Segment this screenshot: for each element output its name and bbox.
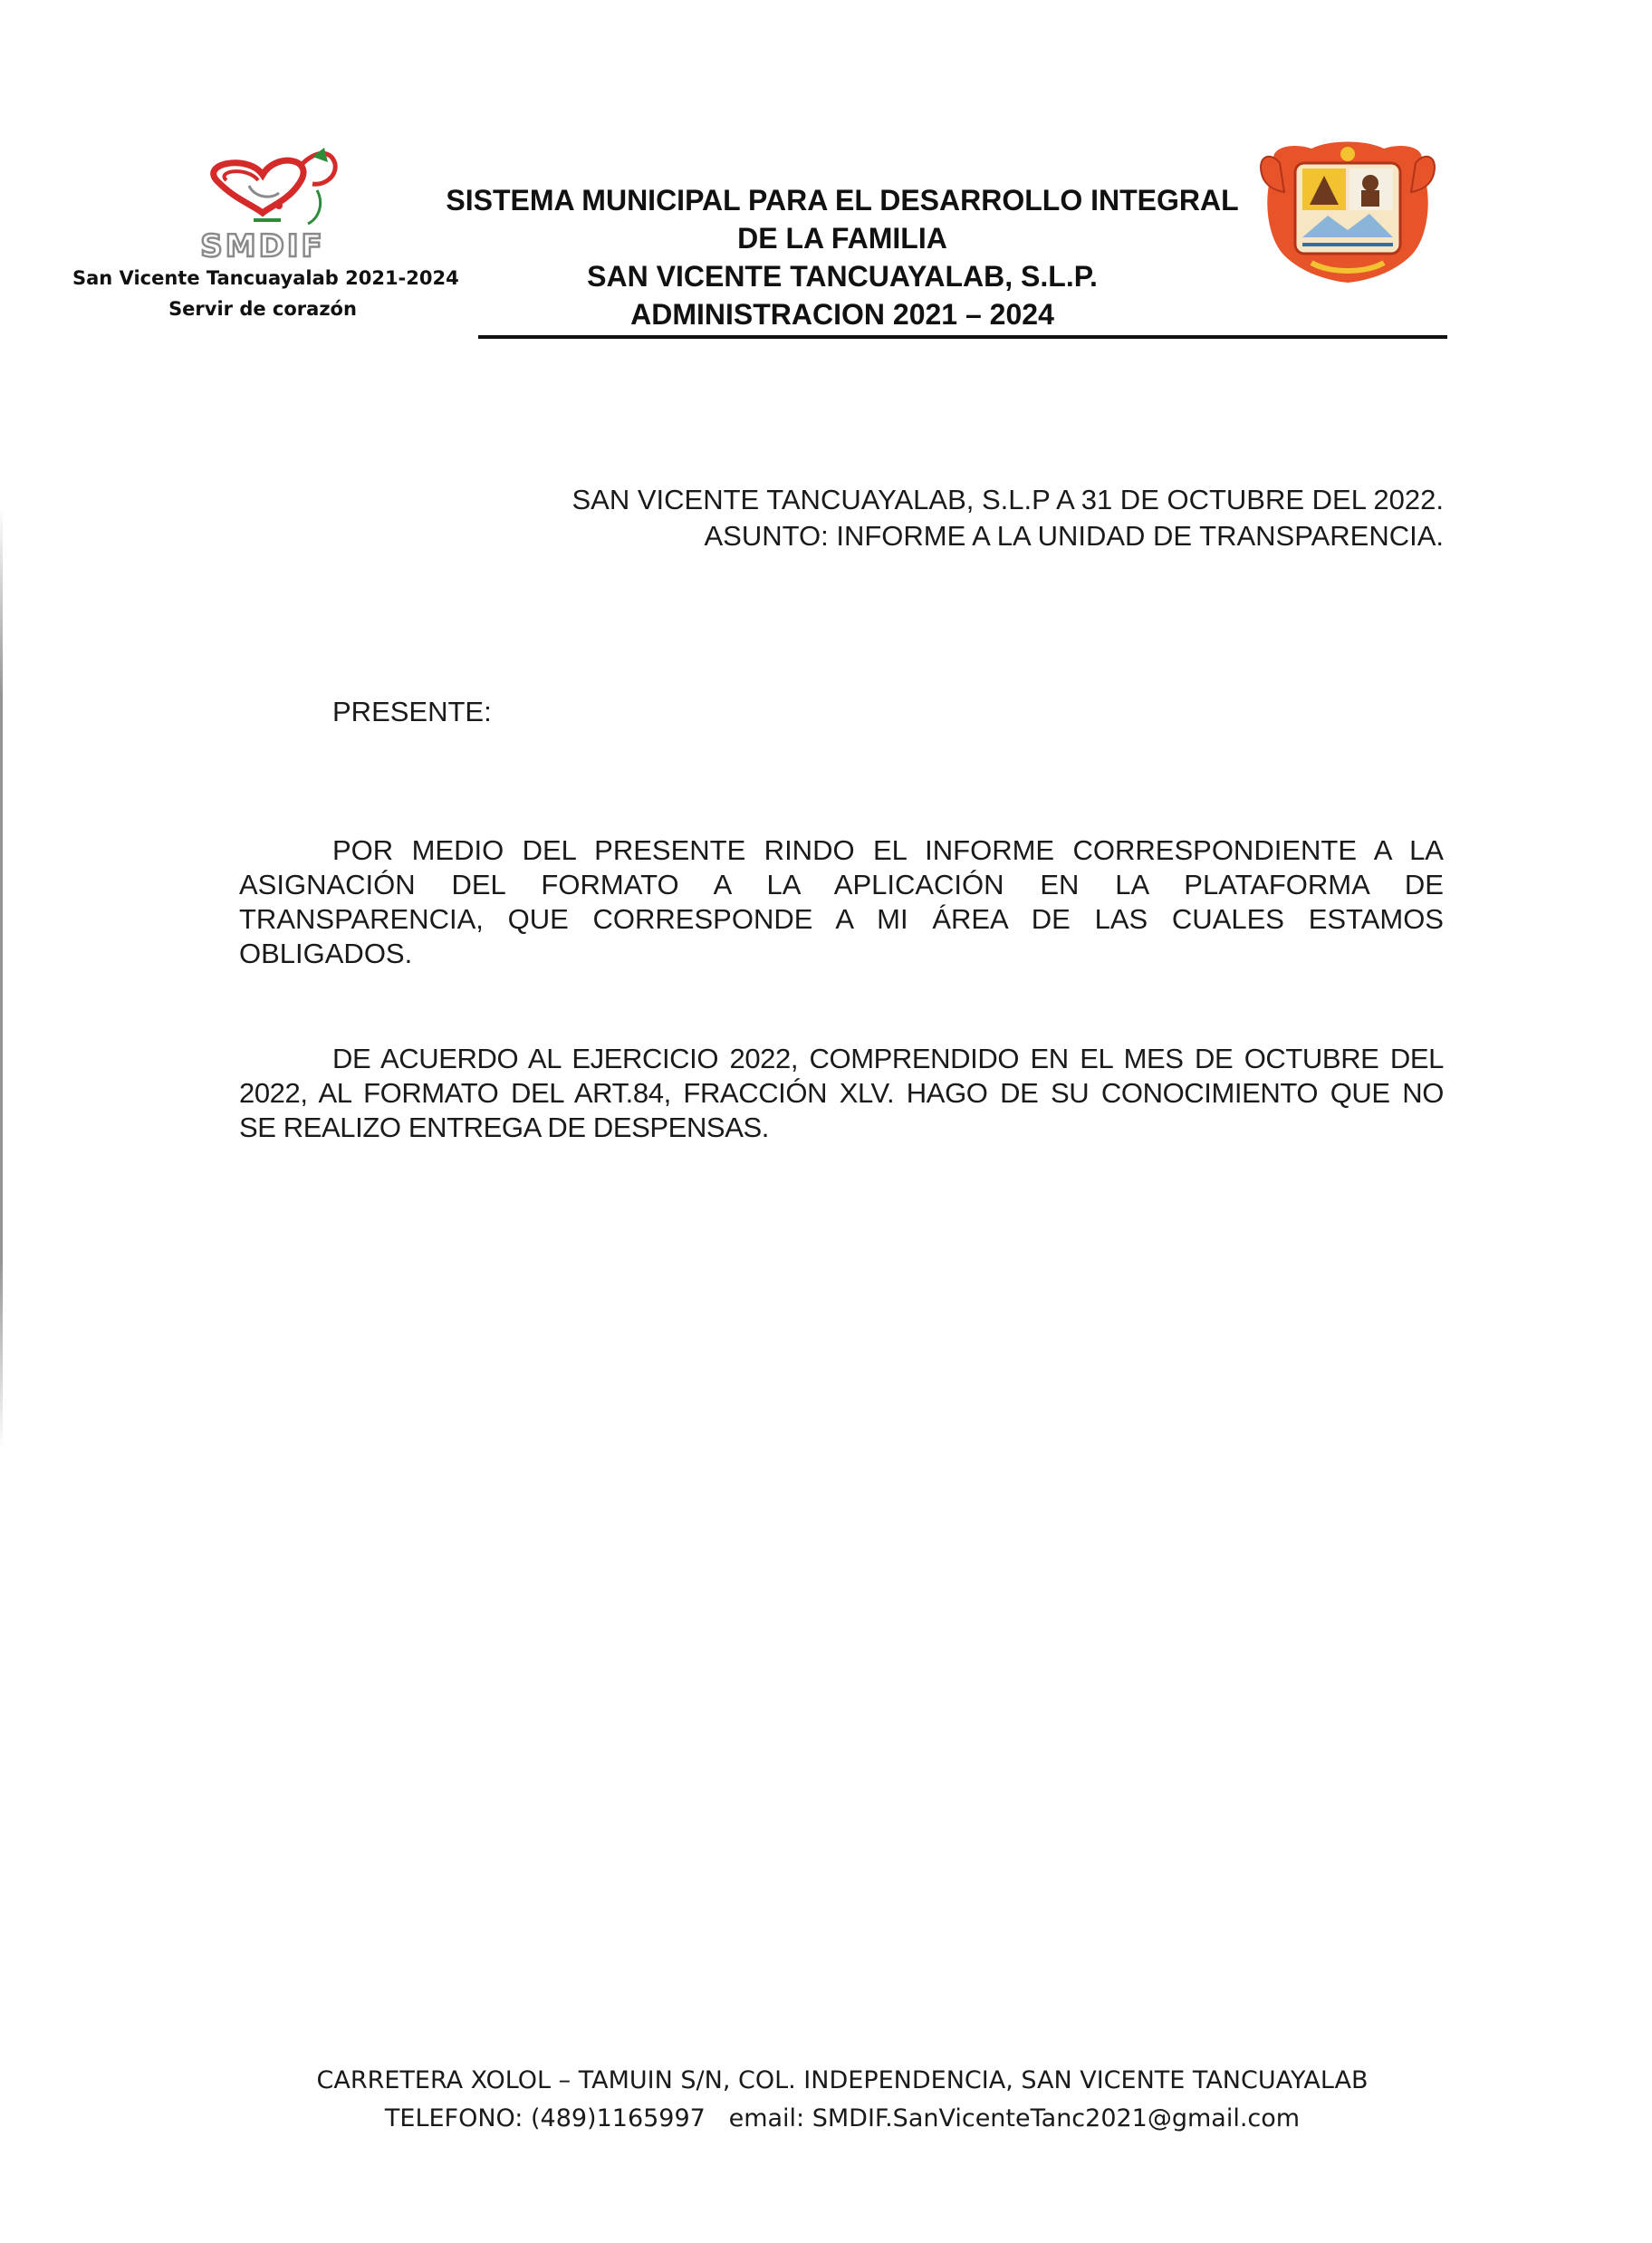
header-title-line-4: ADMINISTRACION 2021 – 2024 — [630, 298, 1054, 331]
paragraph-1-line: POR MEDIO DEL PRESENTE RINDO EL INFORME CORRESPONDIENTE A LA — [332, 834, 1444, 866]
smdif-logo-icon — [163, 140, 362, 263]
footer-address: CARRETERA XOLOL – TAMUIN S/N, COL. INDEPENDENCIA, SAN VICENTE TANCUAYALAB — [316, 2066, 1369, 2094]
letter-date: SAN VICENTE TANCUAYALAB, S.L.P A 31 DE OCTUBRE DEL 2022. — [571, 484, 1444, 515]
letter-salutation: PRESENTE: — [332, 696, 492, 727]
letter-footer — [181, 2062, 1503, 2138]
logo-subtitle-municipality: San Vicente Tancuayalab 2021-2024 — [72, 267, 459, 289]
header-titles — [435, 181, 1250, 333]
letter-subject: ASUNTO: INFORME A LA UNIDAD DE TRANSPARENCIA. — [704, 520, 1444, 552]
smdif-logo-text: SMDIF — [200, 228, 325, 263]
letter-date-block — [507, 482, 1444, 554]
header-title-line-1: SISTEMA MUNICIPAL PARA EL DESARROLLO INTEGRAL — [446, 184, 1239, 217]
smdif-logo-block — [72, 140, 459, 324]
municipal-crest-icon — [1257, 138, 1438, 287]
scan-edge-shadow — [0, 507, 3, 1449]
header-title-line-2: DE LA FAMILIA — [737, 222, 947, 255]
letter-paragraph-1 — [239, 833, 1444, 971]
paragraph-1-line: OBLIGADOS. — [239, 938, 413, 969]
paragraph-1-line: TRANSPARENCIA, QUE CORRESPONDE A MI ÁREA DE LAS CUALES ESTAMOS — [239, 903, 1444, 935]
footer-contact: TELEFONO: (489)1165997 email: SMDIF.SanVicenteTanc2021@gmail.com — [384, 2104, 1301, 2132]
paragraph-1-line: ASIGNACIÓN DEL FORMATO A LA APLICACIÓN EN LA PLATAFORMA DE — [239, 869, 1444, 900]
paragraph-2-line: 2022, AL FORMATO DEL ART.84, FRACCIÓN XLV. HAGO DE SU CONOCIMIENTO QUE NO — [239, 1077, 1444, 1109]
paragraph-2-line: DE ACUERDO AL EJERCICIO 2022, COMPRENDIDO EN EL MES DE OCTUBRE DEL — [332, 1043, 1444, 1074]
paragraph-2-line: SE REALIZO ENTREGA DE DESPENSAS. — [239, 1112, 769, 1143]
header-divider — [478, 335, 1447, 339]
logo-subtitle-motto: Servir de corazón — [168, 298, 357, 320]
letter-paragraph-2 — [239, 1042, 1444, 1145]
header-title-line-3: SAN VICENTE TANCUAYALAB, S.L.P. — [587, 260, 1098, 293]
